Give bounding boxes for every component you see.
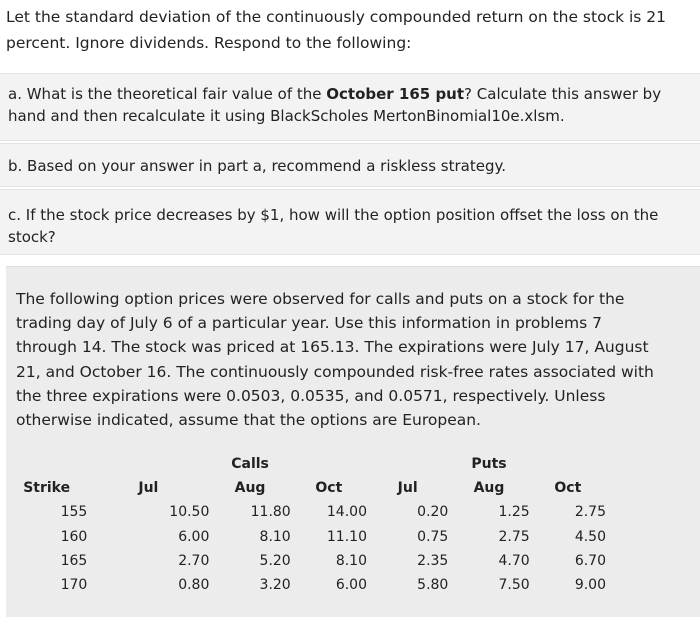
cell-strike: 155 <box>60 504 88 521</box>
cell-put-jul: 0.20 <box>417 504 449 521</box>
table-row <box>6 525 606 549</box>
column-header-calls-oct: Oct <box>315 480 343 497</box>
cell-put-aug: 2.75 <box>498 528 530 545</box>
cell-put-oct: 9.00 <box>574 577 606 594</box>
cell-call-aug: 5.20 <box>259 552 291 569</box>
cell-put-oct: 4.50 <box>574 528 606 545</box>
cell-call-jul: 2.70 <box>178 552 210 569</box>
column-header-calls-aug: Aug <box>234 480 266 497</box>
cell-put-aug: 1.25 <box>498 504 530 521</box>
cell-put-jul: 5.80 <box>417 577 449 594</box>
cell-call-jul: 6.00 <box>178 528 210 545</box>
column-header-puts-aug: Aug <box>473 480 505 497</box>
cell-strike: 160 <box>60 528 88 545</box>
puts-group-header: Puts <box>471 456 507 472</box>
cell-call-jul: 0.80 <box>178 577 210 594</box>
table-header-row <box>6 476 606 500</box>
cell-strike: 165 <box>60 552 88 569</box>
cell-call-aug: 8.10 <box>259 528 291 545</box>
cell-put-oct: 6.70 <box>574 552 606 569</box>
cell-call-oct: 11.10 <box>326 528 367 545</box>
cell-call-aug: 3.20 <box>259 577 291 594</box>
column-header-calls-jul: Jul <box>138 480 159 497</box>
table-row <box>6 500 606 524</box>
question-c: c. If the stock price decreases by $1, how will the option position offset the loss on the stock? <box>0 189 700 255</box>
question-a-highlight: October 165 put <box>326 85 465 103</box>
table-row <box>6 573 606 597</box>
cell-put-jul: 2.35 <box>417 552 449 569</box>
cell-put-aug: 4.70 <box>498 552 530 569</box>
cell-call-aug: 11.80 <box>250 504 291 521</box>
problem-text: The following option prices were observed for calls and puts on a stock for the trading day of July 6 of a particular year. Use this information in problems 7 through 14. The stock was priced at 165.13. The expirations were July 17, August 21, and October 16. The continuously compounded risk-free rates associated with the three expirations were 0.0503, 0.0535, and 0.0571, respectively. Unless otherwise indicated, assume that the options are European. <box>16 290 654 430</box>
question-a-suffix: ? Calculate this answer by hand and then recalculate it using BlackScholes MertonBinomial10e.xlsm. <box>8 85 662 125</box>
cell-put-jul: 0.75 <box>417 528 449 545</box>
cell-call-oct: 8.10 <box>335 552 367 569</box>
column-header-puts-jul: Jul <box>397 480 418 497</box>
cell-put-oct: 2.75 <box>574 504 606 521</box>
cell-put-aug: 7.50 <box>498 577 530 594</box>
question-b: b. Based on your answer in part a, recommend a riskless strategy. <box>0 143 700 187</box>
intro-paragraph: Let the standard deviation of the continuously compounded return on the stock is 21 percent. Ignore dividends. Respond to the following: <box>6 8 667 52</box>
cell-strike: 170 <box>60 577 88 594</box>
question-a-prefix: a. What is the theoretical fair value of the <box>8 85 327 103</box>
column-header-puts-oct: Oct <box>554 480 582 497</box>
cell-call-jul: 10.50 <box>169 504 210 521</box>
column-header-strike: Strike <box>23 480 71 497</box>
cell-call-oct: 14.00 <box>326 504 367 521</box>
option-price-table <box>6 452 606 597</box>
problem-panel <box>6 266 700 617</box>
cell-call-oct: 6.00 <box>335 577 367 594</box>
question-a <box>0 73 700 141</box>
table-group-header-row <box>6 452 606 476</box>
calls-group-header: Calls <box>231 456 269 472</box>
table-row <box>6 549 606 573</box>
